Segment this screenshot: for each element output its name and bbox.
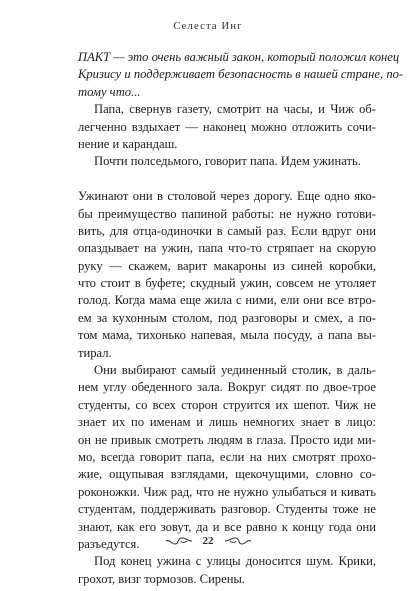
page-number: 22 [202, 535, 214, 547]
text-line: руку — скажем, варит макароны из синей коробки, [78, 258, 376, 273]
text-line: легченно вздыхает — наконец можно отложить сочи- [78, 119, 376, 134]
paragraph [78, 362, 376, 553]
text-line: Под конец ужина с улицы доносится шум. Крики, [94, 554, 376, 569]
text-line: студентам, поддерживать разговор. Студенты тоже не [78, 502, 376, 517]
text-line: Они выбирают самый уединенный столик, в даль- [94, 363, 376, 378]
text-line: он не привык смотреть людям в глаза. Просто иди ми- [78, 432, 376, 447]
text-line: том мама, тихонько напевая, мыла посуду, а папа вы- [78, 328, 376, 343]
text-line: нем углу обеденного зала. Вокруг сидят по двое-трое [78, 380, 376, 395]
text-line: разъедутся. [78, 536, 140, 551]
paragraph [78, 188, 376, 362]
text-line: ПАКТ — это очень важный закон, который положил конец [78, 50, 400, 64]
text-line: нение и карандаш. [78, 136, 178, 151]
text-line: грохот, визг тормозов. Сирены. [78, 571, 246, 586]
paragraph [78, 153, 376, 170]
running-head-author: Селеста Инг [173, 21, 243, 32]
text-line: ем за кухонным столом, под разговоры и смех, а по- [78, 310, 376, 325]
paragraph-gap [78, 171, 376, 188]
paragraph [78, 553, 376, 588]
text-line: Папа, свернув газету, смотрит на часы, и Чиж об- [94, 102, 376, 117]
text-line: Почти полседьмого, говорит папа. Идем ужинать. [94, 154, 361, 169]
text-line: Кризису и поддерживает безопасность в нашей стране, по- [78, 67, 404, 82]
page-footer [0, 535, 416, 547]
text-line: вить, для отца-одиночки в самый раз. Если вдруг они [78, 223, 376, 238]
text-line: опаздывает на ужин, папа что-то стряпает на скорую [78, 241, 376, 256]
text-line: голод. Когда мама еще жила с ними, ели они все втро- [78, 293, 376, 308]
text-line: что стоит в буфете; скудный ужин, совсем не утоляет [78, 276, 376, 291]
text-line: знает их по именам и лишь немногих знает в лицо: [78, 415, 376, 430]
text-line: студенты, со всех сторон струится их шепот. Чиж не [78, 397, 376, 412]
text-line: тирал. [78, 345, 112, 360]
text-line: роконожки. Чиж рад, что не нужно улыбаться и кивать [78, 484, 376, 499]
text-line: бы преимущество папиной работы: не нужно готови- [78, 206, 376, 221]
text-line: знают, как его зовут, да и все равно к концу года они [78, 519, 376, 534]
paragraph [78, 49, 404, 101]
text-line: Ужинают они в столовой через дорогу. Еще одно яко- [78, 189, 376, 204]
right-ornament-icon [224, 536, 252, 546]
text-line: мо, всегда говорит папа, если на них смотрят прохо- [78, 449, 376, 464]
body-text [78, 49, 404, 588]
paragraph [78, 101, 376, 153]
left-ornament-icon [165, 536, 193, 546]
text-line: жие, ощупывая взглядами, щекочущими, словно со- [78, 467, 376, 482]
text-line: тому что... [78, 84, 141, 99]
